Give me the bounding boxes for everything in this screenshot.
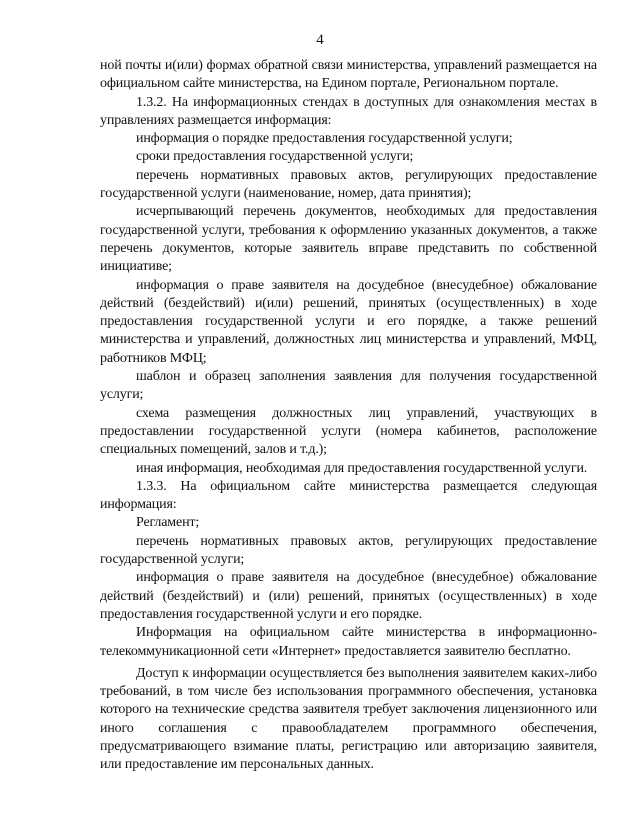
list-item: сроки предоставления государственной услуги; (136, 149, 414, 165)
paragraph-continuation: ной почты и(или) формах обратной связи министерства, управлений размещается на официальном сайте министерства, на Едином портале, Региональном портале. (100, 58, 597, 92)
document-body (100, 57, 597, 775)
list-item: перечень нормативных правовых актов, регулирующих предоставление государственной услуги; (100, 533, 597, 568)
list-item: информация о праве заявителя на досудебное (внесудебное) обжалование действий (бездействий) и(или) решений, принятых (осуществленных) в ходе предоставления государственной услуги и его порядке, а также решений министерства и управлений, должностных лиц министерства и управлений, МФЦ, работников МФЦ; (100, 277, 597, 366)
list-item: схема размещения должностных лиц управлений, участвующих в предоставлении государственной услуги (номера кабинетов, расположение специальных помещений, залов и т.д.); (100, 405, 597, 458)
list-item: исчерпывающий перечень документов, необходимых для предоставления государственной услуги, требования к оформлению указанных документов, а также перечень документов, которые заявитель вправе представить по собственной инициативе; (100, 204, 597, 275)
paragraph-1-3-2: 1.3.2. На информационных стендах в доступных для ознакомления местах в управлениях размещается информация: (100, 94, 597, 128)
page-number: 4 (316, 32, 324, 48)
list-item: иная информация, необходимая для предоставления государственной услуги. (136, 460, 588, 476)
paragraph-access-conditions: Доступ к информации осуществляется без выполнения заявителем каких-либо требований, в том числе без использования программного обеспечения, установка которого на технические средства заявителя требует заключения лицензионного или иного соглашения с правообладателем программного обеспечения, предусматривающего взимание платы, регистрацию или авторизацию заявителя, или предоставление им персональных данных. (100, 665, 597, 773)
paragraph-free-access: Информация на официальном сайте министерства в информационно-телекоммуникационной сети «Интернет» предоставляется заявителю бесплатно. (100, 625, 597, 659)
list-item: информация о порядке предоставления государственной услуги; (136, 131, 513, 147)
list-item: информация о праве заявителя на досудебное (внесудебное) обжалование действий (бездействий) и (или) решений, принятых (осуществленных) в ходе предоставления государственной услуги и его порядке. (100, 570, 597, 622)
list-item: перечень нормативных правовых актов, регулирующих предоставление государственной услуги (наименование, номер, дата принятия); (100, 167, 597, 202)
list-item: шаблон и образец заполнения заявления для получения государственной услуги; (100, 369, 597, 403)
list-item: Регламент; (136, 515, 200, 531)
paragraph-1-3-3: 1.3.3. На официальном сайте министерства размещается следующая информация: (100, 478, 597, 513)
